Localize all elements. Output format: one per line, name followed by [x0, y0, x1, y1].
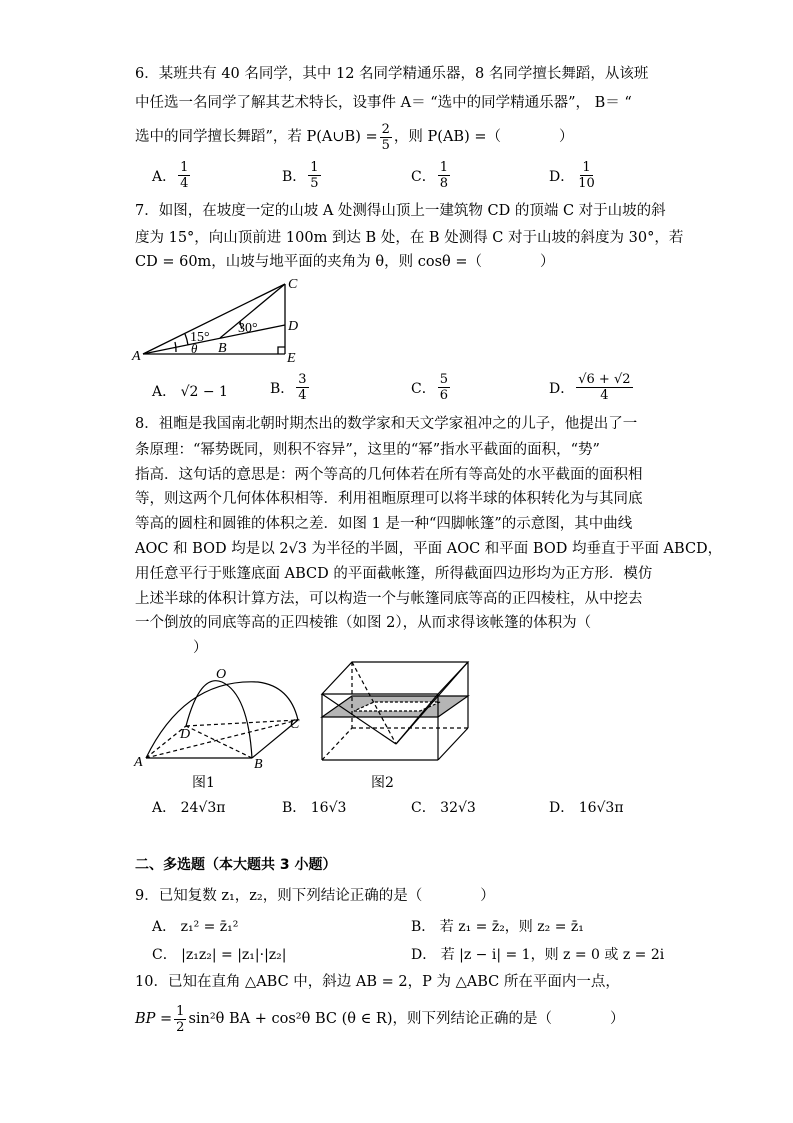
option-den: 4 [600, 388, 609, 403]
bottom-left [322, 728, 352, 760]
q6-fraction [380, 122, 392, 153]
option-label: B． [270, 380, 295, 397]
option-fraction [576, 372, 632, 403]
q6-option-c[interactable] [411, 160, 452, 191]
label-c: C [288, 277, 298, 292]
q8-line-7: 用任意平行于账篷底面 ABCD 的平面截帐篷，所得截面四边形均为正方形．模仿 [135, 566, 653, 582]
arc-aoc [146, 682, 298, 758]
q10-fraction [174, 1004, 186, 1035]
diagonal-bd [186, 726, 252, 758]
q9-option-a[interactable] [152, 916, 238, 936]
q6-line-3 [135, 122, 574, 152]
option-den: 4 [180, 176, 189, 191]
q6-fraction-num: 2 [381, 121, 390, 137]
top-face [322, 662, 468, 694]
option-label: C． [411, 800, 436, 816]
option-label: A． [152, 919, 177, 935]
option-fraction [296, 372, 308, 403]
option-text: |z₁z₂| = |z₁|·|z₂| [181, 947, 287, 963]
option-label: C． [411, 380, 436, 397]
q8-option-b[interactable] [282, 797, 346, 817]
q8-figure-2-prism [318, 660, 478, 770]
q8-figure-1-tent [130, 668, 310, 773]
option-num: 3 [298, 372, 307, 387]
q10-fraction-num: 1 [176, 1003, 185, 1019]
slope-line [143, 325, 285, 354]
q8-line-2: 条原理：“幂势既同，则积不容异”，这里的“幂”指水平截面的面积，“势” [135, 442, 600, 458]
figure-2-caption: 图2 [371, 775, 394, 791]
q9-option-d[interactable] [411, 944, 664, 964]
option-label: A． [152, 168, 177, 185]
option-label: D． [549, 380, 575, 397]
label-a: A [134, 755, 143, 770]
option-label: B． [282, 168, 307, 185]
option-num: 1 [310, 160, 319, 175]
option-num: 1 [439, 160, 448, 175]
option-fraction [438, 160, 450, 191]
option-text: 16√3 [310, 800, 347, 816]
option-num: 5 [439, 372, 448, 387]
label-d: D [180, 727, 191, 742]
q8-line-10: ） [135, 640, 208, 656]
q8-line-8: 上述半球的体积计算方法，可以构造一个与帐篷同底等高的正四棱柱，从中挖去 [135, 591, 643, 607]
q9-stem: 9．已知复数 z₁，z₂，则下列结论正确的是（ ） [135, 888, 495, 904]
option-text: 若 |z − i| = 1，则 z = 0 或 z = 2i [440, 947, 665, 963]
q8-option-d[interactable] [549, 797, 624, 817]
q6-line-2: 中任选一名同学了解其艺术特长，设事件 A＝ “选中的同学精通乐器”， B＝ “ [135, 95, 632, 111]
q6-line-3-text: 选中的同学擅长舞蹈”，若 P(A∪B) = [135, 129, 378, 145]
q7-line-1: 7．如图，在坡度一定的山坡 A 处测得山顶上一建筑物 CD 的顶端 C 对于山坡的斜 [135, 203, 666, 219]
option-text: 若 z₁ = z̄₂，则 z₂ = z̄₁ [439, 919, 584, 935]
q10-line-2 [135, 1002, 625, 1036]
line-ac [143, 284, 285, 354]
label-b: B [254, 757, 263, 772]
label-theta: θ [191, 341, 198, 356]
right-angle-mark [278, 347, 285, 354]
label-c: C [290, 717, 300, 732]
edge-dc [186, 720, 298, 726]
bottom-right [438, 728, 468, 760]
option-label: A． [152, 800, 177, 816]
q7-option-b[interactable] [270, 372, 311, 403]
option-label: B． [411, 919, 436, 935]
q8-line-6: AOC 和 BOD 均是以 2√3 为半径的半圆，平面 AOC 和平面 BOD 均垂直于平面 ABCD， [135, 541, 723, 557]
option-fraction [576, 160, 597, 191]
q6-fraction-den: 5 [381, 137, 390, 153]
option-text: √2 − 1 [180, 384, 228, 400]
q6-line-1: 6．某班共有 40 名同学，其中 12 名同学精通乐器，8 名同学擅长舞蹈，从该班 [135, 66, 649, 82]
q6-option-a[interactable] [152, 160, 192, 191]
q10-vector-bp: BP = [135, 1011, 173, 1027]
option-fraction [178, 160, 190, 191]
q6-option-b[interactable] [282, 160, 323, 191]
option-den: 6 [439, 388, 448, 403]
option-num: 1 [180, 160, 189, 175]
option-den: 10 [578, 176, 595, 191]
figure-1-caption: 图1 [192, 775, 215, 791]
q8-line-9: 一个倒放的同底等高的正四棱锥（如图 2），从而求得该帐篷的体积为（ [135, 615, 592, 631]
option-label: C． [411, 168, 436, 185]
option-label: D． [549, 800, 575, 816]
q9-option-c[interactable] [152, 944, 287, 964]
option-fraction [308, 160, 320, 191]
option-fraction [438, 372, 450, 403]
q9-option-b[interactable] [411, 916, 584, 936]
section-2-heading: 二、多选题（本大题共 3 小题） [135, 857, 337, 873]
option-num: √6 + √2 [578, 372, 631, 387]
q7-option-d[interactable] [549, 372, 635, 403]
label-o: O [216, 668, 227, 682]
option-num: 1 [582, 160, 591, 175]
q8-line-4: 等，则这两个几何体体积相等．利用祖暅原理可以将半球的体积转化为与其同底 [135, 491, 643, 507]
q7-option-c[interactable] [411, 372, 452, 403]
option-label: A． [152, 384, 177, 400]
q8-option-a[interactable] [152, 797, 225, 817]
label-d: D [288, 319, 299, 334]
q8-line-3: 指高．这句话的意思是：两个等高的几何体若在所有等高处的水平截面的面积相 [135, 467, 643, 483]
q7-line-2: 度为 15°，向山顶前进 100m 到达 B 处，在 B 处测得 C 对于山坡的斜度为 30°，若 [135, 230, 684, 246]
option-label: B． [282, 800, 307, 816]
option-text: z₁² = z̄₁² [180, 919, 239, 935]
option-text: 24√3π [180, 800, 226, 816]
label-a: A [132, 349, 141, 364]
q7-slope-figure [130, 272, 330, 367]
option-den: 8 [439, 176, 448, 191]
option-label: D． [549, 168, 575, 185]
q10-line-2-tail: sin²θ BA + cos²θ BC (θ ∈ R)，则下列结论正确的是（ ） [188, 1011, 625, 1027]
option-text: 16√3π [578, 800, 624, 816]
label-30deg: 30° [238, 321, 258, 336]
q10-line-1: 10．已知在直角 △ABC 中，斜边 AB = 2，P 为 △ABC 所在平面内一点， [135, 974, 620, 990]
q7-line-3: CD = 60m，山坡与地平面的夹角为 θ，则 cosθ =（ ） [135, 254, 555, 270]
arc-bod [186, 681, 252, 758]
q8-option-c[interactable] [411, 797, 476, 817]
label-b: B [218, 341, 227, 356]
option-den: 4 [298, 388, 307, 403]
label-15deg: 15° [190, 330, 210, 345]
q8-line-1: 8．祖暅是我国南北朝时期杰出的数学家和天文学家祖冲之的儿子，他提出了一 [135, 416, 638, 432]
q6-option-d[interactable] [549, 160, 599, 191]
q8-line-5: 等高的圆柱和圆锥的体积之差．如图 1 是一种“四脚帐篷”的示意图，其中曲线 [135, 516, 633, 532]
q7-option-a[interactable] [152, 381, 228, 401]
option-label: C． [152, 947, 177, 963]
option-label: D． [411, 947, 437, 963]
angle-arc-15 [185, 334, 188, 345]
q6-line-3-tail: ，则 P(AB) =（ ） [393, 129, 574, 145]
q10-fraction-den: 2 [176, 1019, 185, 1035]
label-e: E [287, 351, 296, 366]
option-text: 32√3 [440, 800, 476, 816]
option-den: 5 [310, 176, 319, 191]
